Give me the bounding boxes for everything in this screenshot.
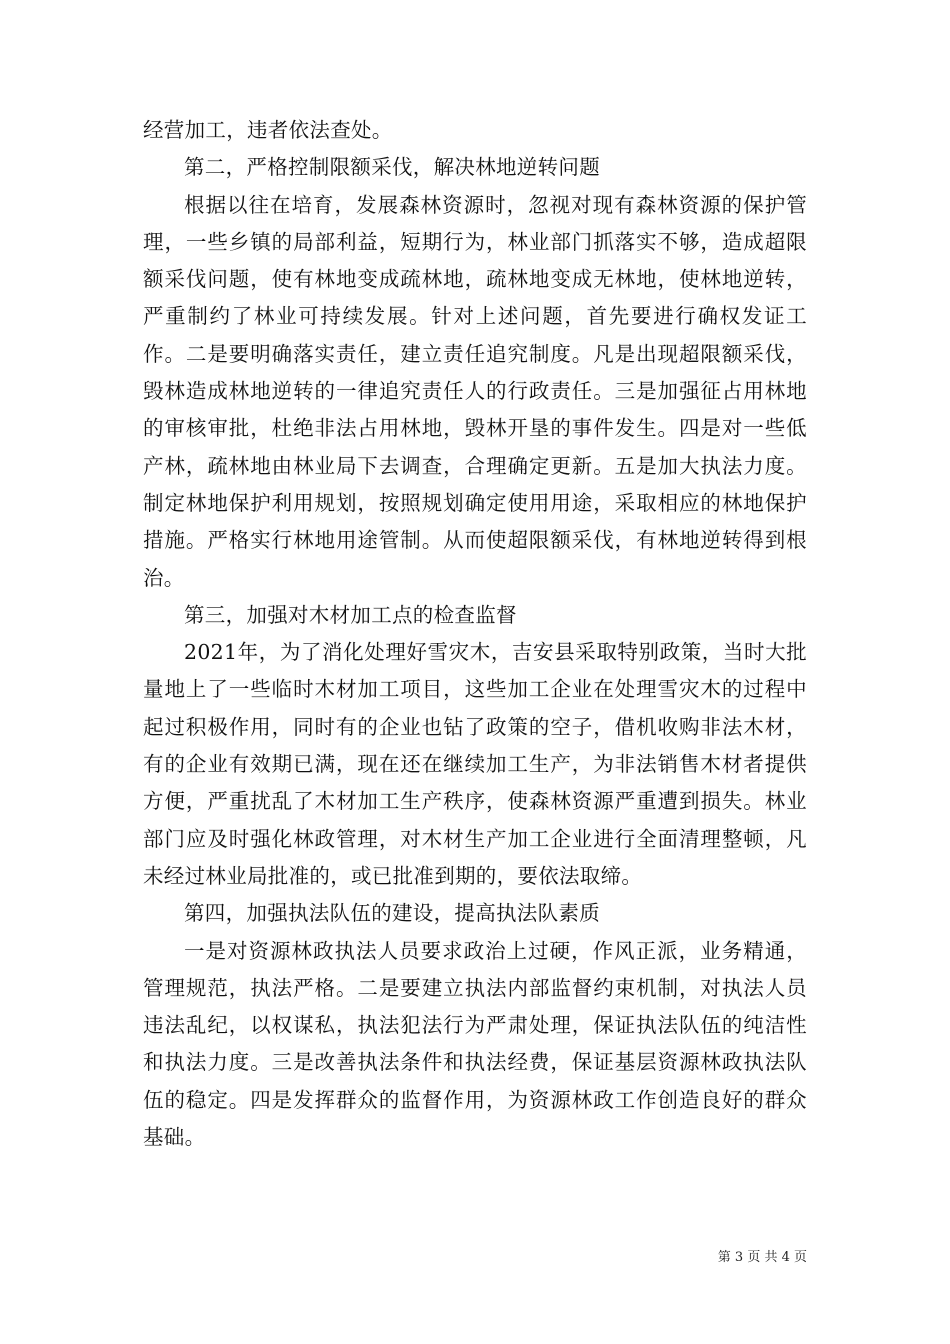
page-number-footer — [0, 1246, 807, 1265]
section-heading-4: 第四，加强执法队伍的建设，提高执法队素质 — [184, 901, 600, 926]
document-body — [143, 112, 807, 1156]
paragraph-section-3: 2021年，为了消化处理好雪灾木，吉安县采取特别政策，当时大批量地上了一些临时木材加工项目，这些加工企业在处理雪灾木的过程中起过积极作用，同时有的企业也钻了政策的空子，借机收购非法木材，有的企业有效期已满，现在还在继续加工生产，为非法销售木材者提供方便，严重扰乱了木材加工生产秩序，使森林资源严重遭到损失。林业部门应及时强化林政管理，对木材生产加工企业进行全面清理整顿，凡未经过林业局批准的，或已批准到期的，要依法取缔。 — [143, 640, 807, 888]
section-heading-3: 第三，加强对木材加工点的检查监督 — [184, 602, 517, 627]
paragraph-continuation: 经营加工，违者依法查处。 — [143, 118, 393, 142]
page-number-label: 第 3 页 共 4 页 — [717, 1250, 807, 1265]
section-heading-2: 第二，严格控制限额采伐，解决林地逆转问题 — [184, 155, 600, 180]
paragraph-section-4: 一是对资源林政执法人员要求政治上过硬，作风正派，业务精通，管理规范，执法严格。二是要建立执法内部监督约束机制，对执法人员违法乱纪，以权谋私，执法犯法行为严肃处理，保证执法队伍的纯洁性和执法力度。三是改善执法条件和执法经费，保证基层资源林政执法队伍的稳定。四是发挥群众的监督作用，为资源林政工作创造良好的群众基础。 — [143, 938, 807, 1150]
paragraph-section-2: 根据以往在培育，发展森林资源时，忽视对现有森林资源的保护管理，一些乡镇的局部利益，短期行为，林业部门抓落实不够，造成超限额采伐问题，使有林地变成疏林地，疏林地变成无林地，使林地逆转，严重制约了林业可持续发展。针对上述问题，首先要进行确权发证工作。二是要明确落实责任，建立责任追究制度。凡是出现超限额采伐，毁林造成林地逆转的一律追究责任人的行政责任。三是加强征占用林地的审核审批，杜绝非法占用林地，毁林开垦的事件发生。四是对一些低产林，疏林地由林业局下去调查，合理确定更新。五是加大执法力度。制定林地保护利用规划，按照规划确定使用用途，采取相应的林地保护措施。严格实行林地用途管制。从而使超限额采伐，有林地逆转得到根治。 — [143, 192, 807, 590]
